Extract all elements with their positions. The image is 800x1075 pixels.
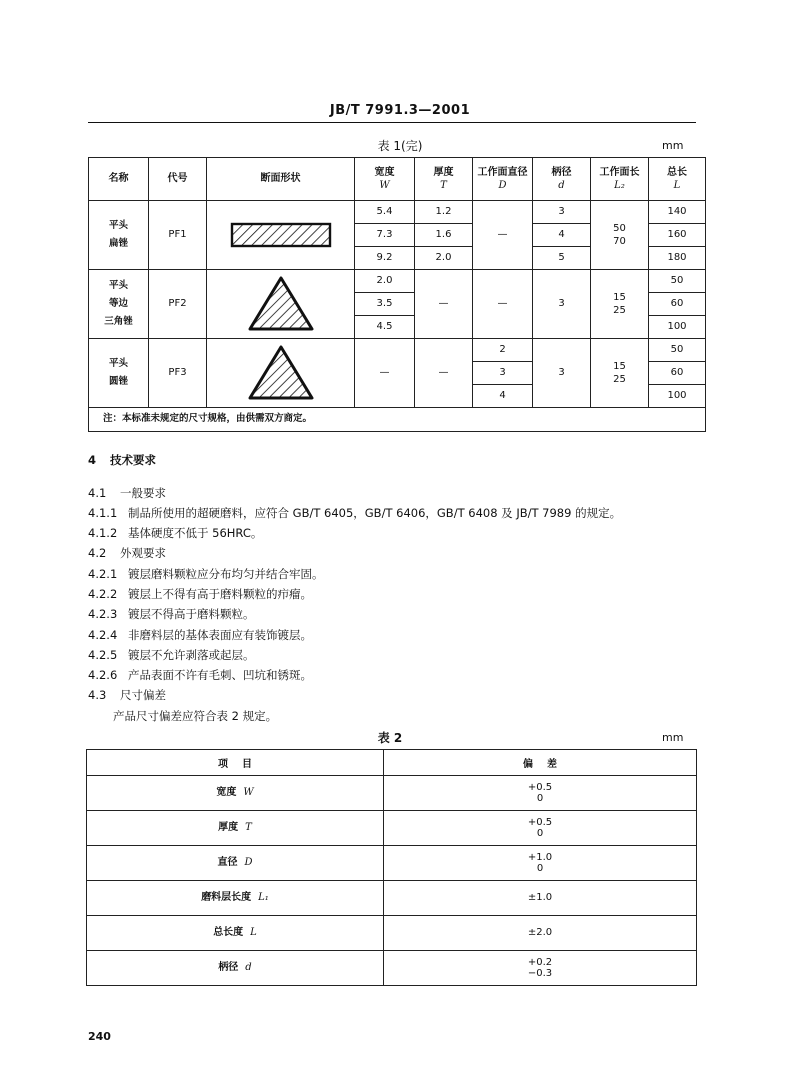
deviation-value: ±1.0	[527, 892, 553, 904]
header-deviation: 偏 差	[384, 750, 697, 776]
item-symbol: L	[250, 927, 257, 939]
page-number: 240	[88, 1030, 111, 1043]
header-width-label: 宽度	[374, 166, 395, 178]
item-label: 直径	[217, 857, 238, 869]
deviation-lower: 0	[536, 793, 544, 804]
header-shank	[533, 158, 591, 201]
pf3-work-dia-2: 3	[473, 362, 533, 385]
deviation-upper: +0.5	[527, 781, 553, 793]
section-4-1-1	[88, 505, 621, 521]
pf1-shape	[207, 201, 355, 270]
section-4-1-2	[88, 525, 262, 541]
header-thickness	[415, 158, 473, 201]
item-label: 宽度	[216, 787, 237, 799]
pf1-shank-2: 4	[533, 224, 591, 247]
deviation-value: ±2.0	[527, 927, 553, 939]
section-4-heading	[88, 452, 156, 468]
section-4-2	[88, 545, 166, 561]
pf1-shank-3: 5	[533, 247, 591, 270]
section-number: 4.2.6	[88, 668, 118, 682]
section-text: 镀层上不得有高于磨料颗粒的疖瘤。	[128, 587, 312, 601]
table2-header-row	[87, 750, 697, 776]
pf2-total-1: 50	[649, 270, 706, 293]
pf3-work-len-value: 15	[613, 360, 626, 372]
header-item: 项 目	[87, 750, 384, 776]
pf1-work-len	[591, 201, 649, 270]
header-width-symbol: W	[379, 180, 390, 191]
header-shank-label: 柄径	[551, 166, 572, 178]
deviation-upper: +1.0	[527, 851, 553, 863]
section-number: 4	[88, 453, 97, 467]
pf2-name	[89, 270, 149, 339]
pf1-name-line: 扁锉	[108, 238, 128, 249]
pf1-name	[89, 201, 149, 270]
item-symbol: d	[245, 962, 252, 974]
deviation-lower: −0.3	[527, 968, 553, 979]
deviation-cell	[384, 776, 697, 811]
header-total-label: 总长	[667, 166, 687, 178]
section-number: 4.2	[88, 546, 107, 560]
deviation-upper: +0.2	[527, 956, 553, 968]
section-text: 基体硬度不低于 56HRC。	[128, 526, 263, 540]
item-symbol: W	[243, 787, 254, 799]
section-4-2-1	[88, 566, 324, 582]
pf1-total-1: 140	[649, 201, 706, 224]
deviation-lower: 0	[536, 863, 544, 874]
pf1-work-len-value: 50	[613, 222, 626, 234]
pf3-name-line: 圆锉	[108, 376, 128, 387]
header-thickness-label: 厚度	[433, 166, 454, 178]
triangle-hatched-icon	[245, 273, 317, 335]
section-number: 4.2.2	[88, 587, 118, 601]
table1	[88, 157, 706, 432]
section-number: 4.2.3	[88, 607, 118, 621]
pf2-work-len-value: 25	[613, 305, 626, 316]
section-4-3	[88, 687, 166, 703]
pf3-thickness: —	[415, 339, 473, 408]
table-row	[87, 916, 697, 951]
pf3-code: PF3	[149, 339, 207, 408]
table1-unit: mm	[662, 139, 684, 152]
pf2-name-line: 平头	[108, 279, 128, 291]
section-4-2-3	[88, 606, 255, 622]
header-shape: 断面形状	[207, 158, 355, 201]
pf3-name	[89, 339, 149, 408]
section-title: 尺寸偏差	[120, 688, 166, 702]
table1-caption: 表 1(完)	[377, 139, 423, 153]
item-symbol: T	[245, 822, 252, 834]
table1-note-row	[89, 408, 706, 432]
pf3-name-line: 平头	[108, 357, 128, 369]
pf2-work-dia: —	[473, 270, 533, 339]
header-work-len-label: 工作面长	[599, 166, 640, 178]
pf3-total-2: 60	[649, 362, 706, 385]
table1-note: 注：本标准未规定的尺寸规格，由供需双方商定。	[89, 408, 706, 432]
item-label: 磨料层长度	[201, 892, 252, 904]
header-work-len	[591, 158, 649, 201]
pf1-thickness-3: 2.0	[415, 247, 473, 270]
item-symbol: D	[244, 857, 253, 869]
pf1-name-line: 平头	[108, 219, 128, 231]
section-text: 产品表面不许有毛刺、凹坑和锈斑。	[128, 668, 312, 682]
pf2-code: PF2	[149, 270, 207, 339]
header-total	[649, 158, 706, 201]
pf1-work-dia: —	[473, 201, 533, 270]
item-label: 总长度	[213, 927, 244, 939]
header-work-dia	[473, 158, 533, 201]
table-row	[89, 270, 706, 293]
pf1-thickness-2: 1.6	[415, 224, 473, 247]
section-number: 4.2.5	[88, 648, 118, 662]
pf3-width: —	[355, 339, 415, 408]
triangle-hatched-icon	[245, 342, 317, 404]
item-label: 厚度	[218, 822, 239, 834]
pf2-total-2: 60	[649, 293, 706, 316]
table2-caption: 表 2	[377, 731, 403, 745]
header-thickness-symbol: T	[440, 180, 447, 191]
section-title: 技术要求	[110, 453, 156, 467]
deviation-upper: +0.5	[527, 816, 553, 828]
pf2-thickness: —	[415, 270, 473, 339]
pf3-total-3: 100	[649, 385, 706, 408]
pf2-shank: 3	[533, 270, 591, 339]
section-4-2-2	[88, 586, 312, 602]
section-4-2-5	[88, 647, 255, 663]
pf2-work-len-value: 15	[613, 291, 626, 303]
pf1-work-len-value: 70	[613, 236, 626, 247]
pf1-total-2: 160	[649, 224, 706, 247]
pf2-width-2: 3.5	[355, 293, 415, 316]
table-row	[89, 339, 706, 362]
pf2-total-3: 100	[649, 316, 706, 339]
item-cell	[87, 776, 384, 811]
section-title: 一般要求	[120, 486, 166, 500]
table-row	[87, 811, 697, 846]
header-name: 名称	[89, 158, 149, 201]
header-work-len-symbol: L₂	[614, 180, 625, 191]
table-row	[87, 776, 697, 811]
pf1-thickness-1: 1.2	[415, 201, 473, 224]
pf3-shape	[207, 339, 355, 408]
section-title: 外观要求	[120, 546, 166, 560]
table2-unit: mm	[662, 731, 684, 744]
pf1-width-1: 5.4	[355, 201, 415, 224]
deviation-lower: 0	[536, 828, 544, 839]
item-symbol: L₁	[258, 892, 269, 904]
header-width	[355, 158, 415, 201]
pf1-width-2: 7.3	[355, 224, 415, 247]
header-work-dia-label: 工作面直径	[477, 166, 528, 178]
deviation-cell	[384, 951, 697, 986]
section-text: 制品所使用的超硬磨料，应符合 GB/T 6405，GB/T 6406，GB/T 6408 及 JB/T 7989 的规定。	[128, 506, 622, 520]
item-cell	[87, 846, 384, 881]
table-row	[87, 951, 697, 986]
pf3-shank: 3	[533, 339, 591, 408]
section-number: 4.1.1	[88, 506, 118, 520]
pf3-work-len-value: 25	[613, 374, 626, 385]
flat-rectangle-hatched-icon	[229, 218, 333, 252]
header-work-dia-symbol: D	[498, 180, 507, 191]
pf1-code: PF1	[149, 201, 207, 270]
pf1-width-3: 9.2	[355, 247, 415, 270]
section-text: 非磨料层的基体表面应有装饰镀层。	[128, 628, 312, 642]
section-text: 镀层不允许剥落或起层。	[128, 648, 255, 662]
pf3-work-len	[591, 339, 649, 408]
section-number: 4.2.1	[88, 567, 118, 581]
section-text: 镀层磨料颗粒应分布均匀并结合牢固。	[128, 567, 324, 581]
section-4-2-4	[88, 627, 312, 643]
pf3-work-dia-3: 4	[473, 385, 533, 408]
section-text: 镀层不得高于磨料颗粒。	[128, 607, 255, 621]
table-row	[87, 846, 697, 881]
deviation-cell	[384, 811, 697, 846]
deviation-cell	[384, 881, 697, 916]
item-label: 柄径	[218, 962, 239, 974]
pf2-name-line: 等边	[108, 297, 128, 309]
table-row	[89, 201, 706, 224]
section-4-1	[88, 485, 166, 501]
section-4-3-text: 产品尺寸偏差应符合表 2 规定。	[113, 709, 278, 723]
pf3-work-dia-1: 2	[473, 339, 533, 362]
header-shank-symbol: d	[558, 180, 565, 191]
section-number: 4.3	[88, 688, 107, 702]
pf1-total-3: 180	[649, 247, 706, 270]
item-cell	[87, 916, 384, 951]
item-cell	[87, 951, 384, 986]
item-cell	[87, 881, 384, 916]
header-total-symbol: L	[673, 180, 681, 191]
header-rule	[88, 122, 696, 123]
table1-header-row	[89, 158, 706, 201]
pf2-shape	[207, 270, 355, 339]
pf2-work-len	[591, 270, 649, 339]
pf1-shank-1: 3	[533, 201, 591, 224]
pf2-name-line: 三角锉	[104, 316, 133, 328]
table2	[86, 749, 697, 986]
pf3-total-1: 50	[649, 339, 706, 362]
header-code: 代号	[149, 158, 207, 201]
standard-code: JB/T 7991.3—2001	[329, 103, 471, 118]
pf2-width-3: 4.5	[355, 316, 415, 339]
deviation-cell	[384, 916, 697, 951]
section-number: 4.1	[88, 486, 107, 500]
section-number: 4.1.2	[88, 526, 118, 540]
section-number: 4.2.4	[88, 628, 118, 642]
pf2-width-1: 2.0	[355, 270, 415, 293]
item-cell	[87, 811, 384, 846]
table-row	[87, 881, 697, 916]
deviation-cell	[384, 846, 697, 881]
section-4-2-6	[88, 667, 312, 683]
